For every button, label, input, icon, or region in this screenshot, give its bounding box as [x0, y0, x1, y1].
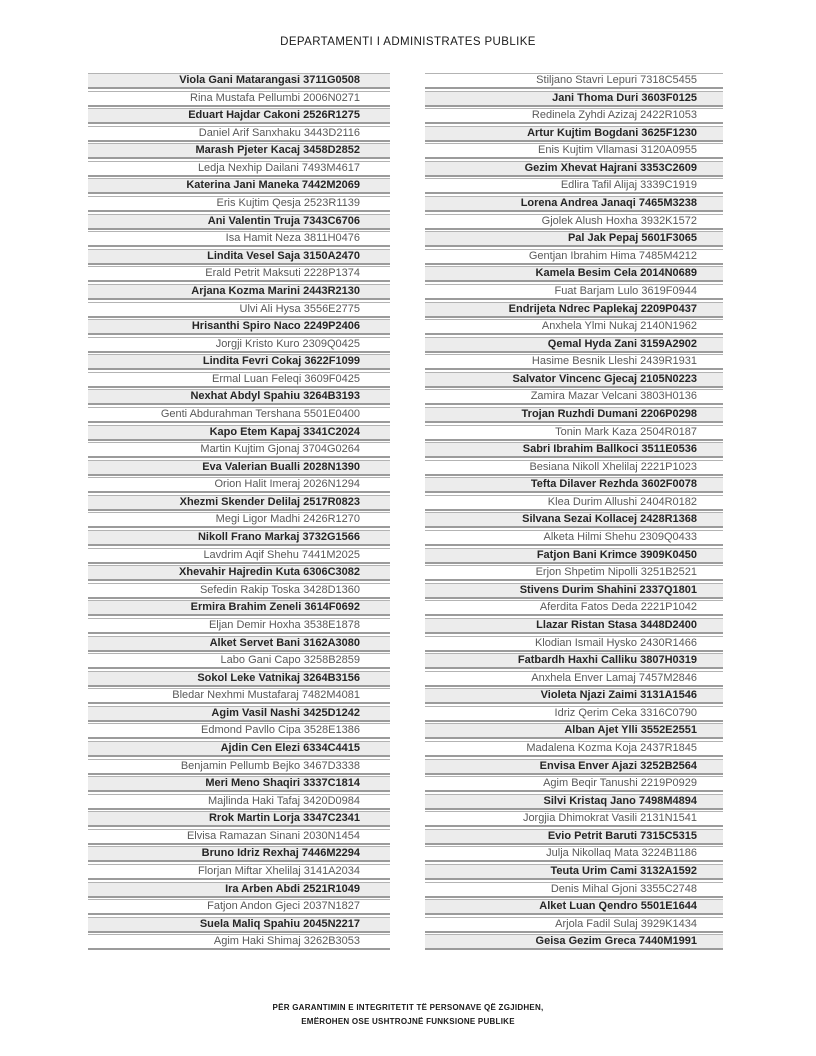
table-row: Ledja Nexhip Dailani 7493M4617: [88, 161, 390, 177]
table-row: Lavdrim Aqif Shehu 7441M2025: [88, 548, 390, 564]
table-row: Envisa Enver Ajazi 3252B2564: [425, 759, 723, 775]
table-row: Erjon Shpetim Nipolli 3251B2521: [425, 565, 723, 581]
table-row: Alket Luan Qendro 5501E1644: [425, 899, 723, 915]
table-row: Bledar Nexhmi Mustafaraj 7482M4081: [88, 688, 390, 704]
table-row: Nexhat Abdyl Spahiu 3264B3193: [88, 389, 390, 405]
table-row: Klodian Ismail Hysko 2430R1466: [425, 636, 723, 652]
table-row: Edlira Tafil Alijaj 3339C1919: [425, 178, 723, 194]
table-row: Alketa Hilmi Shehu 2309Q0433: [425, 530, 723, 546]
table-row: Sabri Ibrahim Ballkoci 3511E0536: [425, 442, 723, 458]
table-row: Elvisa Ramazan Sinani 2030N1454: [88, 829, 390, 845]
table-row: Alban Ajet Ylli 3552E2551: [425, 723, 723, 739]
table-row: Kapo Etem Kapaj 3341C2024: [88, 425, 390, 441]
page-footer: [0, 1001, 816, 1029]
table-row: Gezim Xhevat Hajrani 3353C2609: [425, 161, 723, 177]
table-row: Eva Valerian Bualli 2028N1390: [88, 460, 390, 476]
footer-line-2: EMËROHEN OSE USHTROJNË FUNKSIONE PUBLIKE: [301, 1017, 515, 1026]
table-row: Ani Valentin Truja 7343C6706: [88, 214, 390, 230]
table-row: Viola Gani Matarangasi 3711G0508: [88, 73, 390, 89]
table-row: Orion Halit Imeraj 2026N1294: [88, 477, 390, 493]
table-row: Alket Servet Bani 3162A3080: [88, 636, 390, 652]
table-row: Suela Maliq Spahiu 2045N2217: [88, 917, 390, 933]
table-row: Katerina Jani Maneka 7442M2069: [88, 178, 390, 194]
table-row: Lorena Andrea Janaqi 7465M3238: [425, 196, 723, 212]
table-row: Rina Mustafa Pellumbi 2006N0271: [88, 91, 390, 107]
table-row: Ulvi Ali Hysa 3556E2775: [88, 302, 390, 318]
table-row: Jorgji Kristo Kuro 2309Q0425: [88, 337, 390, 353]
table-row: Ajdin Cen Elezi 6334C4415: [88, 741, 390, 757]
table-row: Fuat Barjam Lulo 3619F0944: [425, 284, 723, 300]
table-row: Eljan Demir Hoxha 3538E1878: [88, 618, 390, 634]
table-row: Besiana Nikoll Xhelilaj 2221P1023: [425, 460, 723, 476]
table-row: Ermal Luan Feleqi 3609F0425: [88, 372, 390, 388]
table-row: Klea Durim Allushi 2404R0182: [425, 495, 723, 511]
table-row: Anxhela Enver Lamaj 7457M2846: [425, 671, 723, 687]
footer-line-1: PËR GARANTIMIN E INTEGRITETIT TË PERSONAVE QË ZGJIDHEN,: [272, 1003, 544, 1012]
table-row: Fatjon Andon Gjeci 2037N1827: [88, 899, 390, 915]
table-row: Genti Abdurahman Tershana 5501E0400: [88, 407, 390, 423]
table-row: Anxhela Ylmi Nukaj 2140N1962: [425, 319, 723, 335]
name-list-left-column: [88, 73, 390, 952]
table-row: Qemal Hyda Zani 3159A2902: [425, 337, 723, 353]
table-row: Julja Nikollaq Mata 3224B1186: [425, 846, 723, 862]
table-row: Agim Haki Shimaj 3262B3053: [88, 934, 390, 950]
table-row: Xhevahir Hajredin Kuta 6306C3082: [88, 565, 390, 581]
table-row: Nikoll Frano Markaj 3732G1566: [88, 530, 390, 546]
table-row: Enis Kujtim Vllamasi 3120A0955: [425, 143, 723, 159]
table-row: Labo Gani Capo 3258B2859: [88, 653, 390, 669]
table-row: Trojan Ruzhdi Dumani 2206P0298: [425, 407, 723, 423]
table-row: Salvator Vincenc Gjecaj 2105N0223: [425, 372, 723, 388]
table-row: Zamira Mazar Velcani 3803H0136: [425, 389, 723, 405]
table-row: Isa Hamit Neza 3811H0476: [88, 231, 390, 247]
table-row: Ermira Brahim Zeneli 3614F0692: [88, 600, 390, 616]
table-row: Rrok Martin Lorja 3347C2341: [88, 811, 390, 827]
table-row: Hrisanthi Spiro Naco 2249P2406: [88, 319, 390, 335]
table-row: Gentjan Ibrahim Hima 7485M4212: [425, 249, 723, 265]
table-row: Llazar Ristan Stasa 3448D2400: [425, 618, 723, 634]
table-row: Erald Petrit Maksuti 2228P1374: [88, 266, 390, 282]
table-row: Sefedin Rakip Toska 3428D1360: [88, 583, 390, 599]
table-row: Sokol Leke Vatnikaj 3264B3156: [88, 671, 390, 687]
table-row: Martin Kujtim Gjonaj 3704G0264: [88, 442, 390, 458]
table-row: Jorgjia Dhimokrat Vasili 2131N1541: [425, 811, 723, 827]
table-row: Madalena Kozma Koja 2437R1845: [425, 741, 723, 757]
table-row: Evio Petrit Baruti 7315C5315: [425, 829, 723, 845]
table-row: Idriz Qerim Ceka 3316C0790: [425, 706, 723, 722]
table-row: Stivens Durim Shahini 2337Q1801: [425, 583, 723, 599]
table-row: Lindita Fevri Cokaj 3622F1099: [88, 354, 390, 370]
page-title: DEPARTAMENTI I ADMINISTRATES PUBLIKE: [280, 36, 536, 48]
table-row: Ira Arben Abdi 2521R1049: [88, 882, 390, 898]
table-row: Kamela Besim Cela 2014N0689: [425, 266, 723, 282]
table-row: Agim Beqir Tanushi 2219P0929: [425, 776, 723, 792]
table-row: Xhezmi Skender Delilaj 2517R0823: [88, 495, 390, 511]
table-row: Benjamin Pellumb Bejko 3467D3338: [88, 759, 390, 775]
table-row: Edmond Pavllo Cipa 3528E1386: [88, 723, 390, 739]
table-row: Arjana Kozma Marini 2443R2130: [88, 284, 390, 300]
table-row: Teuta Urim Cami 3132A1592: [425, 864, 723, 880]
table-row: Megi Ligor Madhi 2426R1270: [88, 512, 390, 528]
table-row: Pal Jak Pepaj 5601F3065: [425, 231, 723, 247]
name-list-right-column: [425, 73, 723, 952]
table-row: Tonin Mark Kaza 2504R0187: [425, 425, 723, 441]
table-row: Lindita Vesel Saja 3150A2470: [88, 249, 390, 265]
table-row: Fatbardh Haxhi Calliku 3807H0319: [425, 653, 723, 669]
table-row: Endrijeta Ndrec Paplekaj 2209P0437: [425, 302, 723, 318]
table-row: Arjola Fadil Sulaj 3929K1434: [425, 917, 723, 933]
table-row: Tefta Dilaver Rezhda 3602F0078: [425, 477, 723, 493]
table-row: Aferdita Fatos Deda 2221P1042: [425, 600, 723, 616]
table-row: Silvi Kristaq Jano 7498M4894: [425, 794, 723, 810]
table-row: Violeta Njazi Zaimi 3131A1546: [425, 688, 723, 704]
table-row: Daniel Arif Sanxhaku 3443D2116: [88, 126, 390, 142]
table-row: Hasime Besnik Lleshi 2439R1931: [425, 354, 723, 370]
table-row: Gjolek Alush Hoxha 3932K1572: [425, 214, 723, 230]
table-row: Florjan Miftar Xhelilaj 3141A2034: [88, 864, 390, 880]
table-row: Agim Vasil Nashi 3425D1242: [88, 706, 390, 722]
table-row: Meri Meno Shaqiri 3337C1814: [88, 776, 390, 792]
table-row: Eris Kujtim Qesja 2523R1139: [88, 196, 390, 212]
table-row: Bruno Idriz Rexhaj 7446M2294: [88, 846, 390, 862]
table-row: Marash Pjeter Kacaj 3458D2852: [88, 143, 390, 159]
table-row: Jani Thoma Duri 3603F0125: [425, 91, 723, 107]
table-row: Artur Kujtim Bogdani 3625F1230: [425, 126, 723, 142]
table-row: Redinela Zyhdi Azizaj 2422R1053: [425, 108, 723, 124]
table-row: Eduart Hajdar Cakoni 2526R1275: [88, 108, 390, 124]
table-row: Denis Mihal Gjoni 3355C2748: [425, 882, 723, 898]
table-row: Fatjon Bani Krimce 3909K0450: [425, 548, 723, 564]
table-row: Stiljano Stavri Lepuri 7318C5455: [425, 73, 723, 89]
table-row: Silvana Sezai Kollacej 2428R1368: [425, 512, 723, 528]
table-row: Geisa Gezim Greca 7440M1991: [425, 934, 723, 950]
table-row: Majlinda Haki Tafaj 3420D0984: [88, 794, 390, 810]
